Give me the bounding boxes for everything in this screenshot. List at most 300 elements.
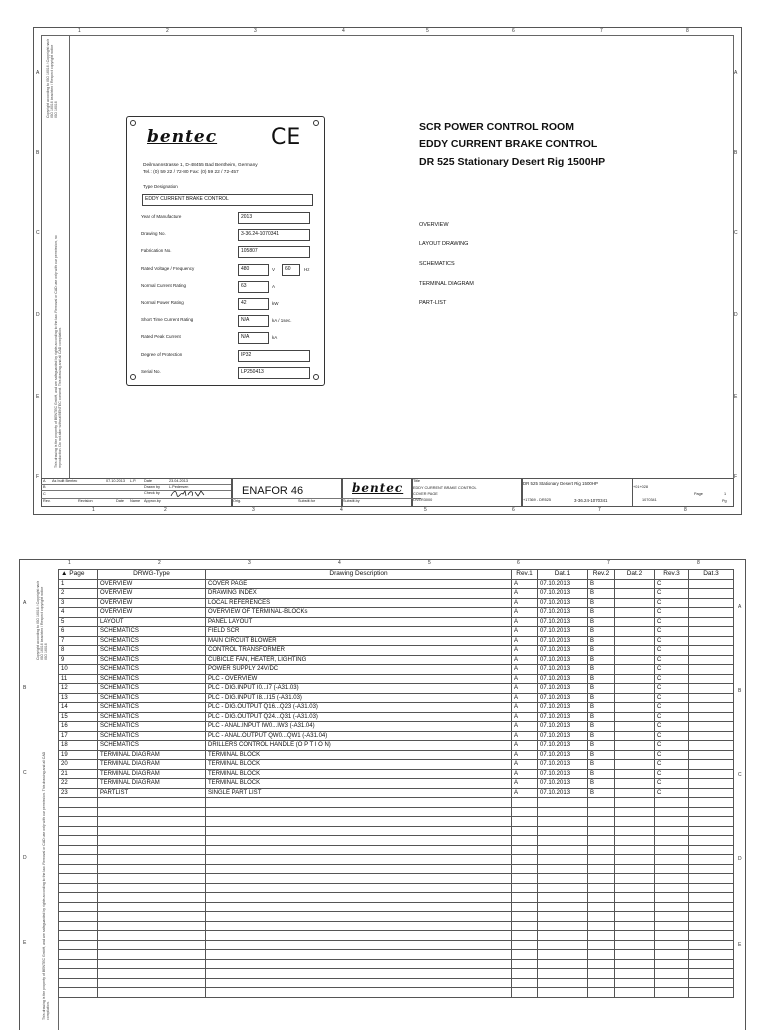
empty-cell (512, 988, 538, 998)
mounting-hole-icon (130, 120, 136, 126)
cover-col-num: 1 (78, 28, 81, 34)
header-dat2: Dat.2 (615, 570, 655, 580)
empty-cell (655, 874, 689, 884)
empty-cell (59, 921, 98, 931)
table-row (59, 779, 734, 789)
table-cell: TERMINAL BLOCK (206, 760, 512, 770)
empty-table-row (59, 817, 734, 827)
empty-cell (59, 836, 98, 846)
title-block-divider (41, 484, 231, 485)
table-cell: 9 (59, 655, 98, 665)
table-cell: SCHEMATICS (98, 684, 206, 694)
table-cell (689, 788, 734, 798)
nameplate-field-label: Short Time Current Rating (141, 317, 194, 323)
table-cell: TERMINAL DIAGRAM (98, 750, 206, 760)
empty-cell (98, 826, 206, 836)
empty-cell (98, 883, 206, 893)
table-cell: B (588, 741, 615, 751)
mounting-hole-icon (313, 374, 319, 380)
empty-cell (588, 902, 615, 912)
empty-table-row (59, 836, 734, 846)
cover-row-letter: F (734, 474, 738, 480)
index-sheet (19, 559, 746, 1030)
empty-cell (615, 864, 655, 874)
cover-col-num-bottom: 5 (424, 507, 427, 513)
drawn-value: L.Pedersen (169, 485, 189, 489)
index-col-num: 1 (68, 560, 71, 566)
empty-cell (512, 931, 538, 941)
mounting-hole-icon (130, 374, 136, 380)
table-cell: B (588, 769, 615, 779)
empty-cell (59, 855, 98, 865)
empty-cell (588, 826, 615, 836)
empty-cell (59, 950, 98, 960)
table-cell: SCHEMATICS (98, 712, 206, 722)
table-cell: OVERVIEW (98, 579, 206, 589)
empty-cell (615, 836, 655, 846)
table-cell: 10 (59, 665, 98, 675)
empty-cell (98, 940, 206, 950)
empty-table-row (59, 855, 734, 865)
table-cell (615, 693, 655, 703)
empty-table-row (59, 931, 734, 941)
empty-cell (588, 921, 615, 931)
table-cell: B (588, 693, 615, 703)
rev-a-name: L.P. (130, 479, 137, 483)
table-cell: 07.10.2013 (538, 788, 588, 798)
table-cell: B (588, 589, 615, 599)
index-row-letter: D (738, 856, 742, 862)
table-cell: B (588, 655, 615, 665)
empty-cell (615, 988, 655, 998)
sort-up-icon: ▲ (61, 570, 68, 578)
empty-cell (98, 845, 206, 855)
empty-cell (98, 921, 206, 931)
table-cell: SCHEMATICS (98, 665, 206, 675)
empty-cell (588, 931, 615, 941)
empty-cell (588, 988, 615, 998)
rev-a-text: As built Bentec (52, 479, 78, 483)
table-cell (615, 598, 655, 608)
empty-cell (588, 874, 615, 884)
title-line-2: COVER PAGE (413, 492, 438, 496)
table-cell (615, 741, 655, 751)
table-cell: SCHEMATICS (98, 627, 206, 637)
table-cell: C (655, 684, 689, 694)
table-cell: 4 (59, 608, 98, 618)
index-col-num: 4 (338, 560, 341, 566)
table-cell (689, 646, 734, 656)
empty-cell (615, 959, 655, 969)
empty-cell (615, 893, 655, 903)
empty-cell (588, 940, 615, 950)
table-row (59, 579, 734, 589)
empty-cell (655, 931, 689, 941)
mounting-hole-icon (313, 120, 319, 126)
empty-cell (689, 988, 734, 998)
empty-cell (538, 988, 588, 998)
table-cell: 17 (59, 731, 98, 741)
empty-cell (689, 912, 734, 922)
table-cell: TERMINAL BLOCK (206, 750, 512, 760)
empty-table-row (59, 940, 734, 950)
table-cell: C (655, 760, 689, 770)
table-cell: 07.10.2013 (538, 579, 588, 589)
table-cell: OVERVIEW (98, 589, 206, 599)
empty-cell (98, 817, 206, 827)
code-2: +17369 - DR525 (523, 498, 551, 502)
table-cell: C (655, 627, 689, 637)
table-cell: 07.10.2013 (538, 655, 588, 665)
nameplate-field-value2: 60 (282, 264, 300, 276)
table-cell: A (512, 608, 538, 618)
cover-col-num-bottom: 2 (164, 507, 167, 513)
nameplate-field-unit: V (272, 266, 276, 272)
table-cell: CUBICLE FAN, HEATER, LIGHTING (206, 655, 512, 665)
checker-signature-icon (170, 489, 206, 500)
pages-label: Pg (722, 499, 727, 503)
table-cell (689, 617, 734, 627)
table-cell: SCHEMATICS (98, 636, 206, 646)
empty-cell (512, 921, 538, 931)
empty-cell (98, 893, 206, 903)
empty-cell (512, 826, 538, 836)
table-cell: 07.10.2013 (538, 722, 588, 732)
table-cell: 2 (59, 589, 98, 599)
table-cell (615, 617, 655, 627)
cover-col-num: 3 (254, 28, 257, 34)
empty-cell (59, 978, 98, 988)
empty-cell (689, 874, 734, 884)
table-cell: MAIN CIRCUIT BLOWER (206, 636, 512, 646)
table-cell: COVER PAGE (206, 579, 512, 589)
table-cell: SCHEMATICS (98, 703, 206, 713)
empty-cell (206, 836, 512, 846)
empty-cell (98, 855, 206, 865)
table-cell: B (588, 760, 615, 770)
cover-col-num-bottom: 8 (684, 507, 687, 513)
nameplate-field-value: 105807 (238, 246, 310, 258)
table-cell: DRAWING INDEX (206, 589, 512, 599)
empty-cell (512, 969, 538, 979)
table-cell: C (655, 703, 689, 713)
empty-cell (59, 883, 98, 893)
header-drwg-type: DRWG-Type (98, 570, 206, 580)
table-cell: 07.10.2013 (538, 741, 588, 751)
table-cell (615, 731, 655, 741)
substit-for-label: Substit.for (298, 499, 316, 503)
empty-cell (655, 807, 689, 817)
table-cell: C (655, 608, 689, 618)
empty-cell (206, 950, 512, 960)
empty-cell (206, 940, 512, 950)
approved-label: Approv.by (144, 499, 161, 503)
empty-cell (512, 959, 538, 969)
empty-cell (655, 855, 689, 865)
table-cell: 07.10.2013 (538, 646, 588, 656)
empty-table-row (59, 912, 734, 922)
date-value: 23.04.2013 (169, 479, 189, 483)
table-cell: A (512, 731, 538, 741)
table-cell (615, 608, 655, 618)
header-dat1: Dat.1 (538, 570, 588, 580)
table-cell (615, 589, 655, 599)
table-cell: 6 (59, 627, 98, 637)
empty-cell (206, 902, 512, 912)
empty-cell (588, 817, 615, 827)
index-row-letter: A (738, 604, 742, 610)
table-cell: 15 (59, 712, 98, 722)
table-cell: PLC - ANAL.INPUT IW0...IW3 (-A31.04) (206, 722, 512, 732)
table-cell: 21 (59, 769, 98, 779)
table-cell (615, 674, 655, 684)
table-cell (615, 722, 655, 732)
empty-cell (59, 912, 98, 922)
empty-cell (206, 969, 512, 979)
table-cell: SCHEMATICS (98, 674, 206, 684)
cover-col-num: 4 (342, 28, 345, 34)
empty-cell (98, 912, 206, 922)
code-1: +01+028 (633, 485, 648, 489)
table-row (59, 665, 734, 675)
empty-cell (512, 817, 538, 827)
empty-cell (689, 978, 734, 988)
empty-cell (588, 845, 615, 855)
empty-cell (588, 798, 615, 808)
empty-cell (689, 855, 734, 865)
index-row-letter: A (23, 600, 27, 606)
empty-cell (206, 864, 512, 874)
table-cell: LOCAL REFERENCES (206, 598, 512, 608)
type-designation-value: EDDY CURRENT BRAKE CONTROL (142, 194, 313, 206)
table-cell: OVERVIEW (98, 608, 206, 618)
contents-item: OVERVIEW (419, 222, 449, 228)
table-cell: OVERVIEW (98, 598, 206, 608)
table-row (59, 750, 734, 760)
empty-cell (59, 864, 98, 874)
col-rev: Rev. (43, 499, 51, 503)
cover-row-letter: E (36, 394, 40, 400)
table-cell: A (512, 646, 538, 656)
table-cell (689, 712, 734, 722)
cover-col-num: 2 (166, 28, 169, 34)
address-line-2: Tel.: (0) 59 22 / 72-80 Fax: (0) 59 22 / 72-457 (143, 170, 239, 175)
empty-cell (538, 931, 588, 941)
empty-cell (538, 864, 588, 874)
empty-cell (655, 978, 689, 988)
index-copyright-notice: Copyright according to ISO 16016 / Copyright nach ISO 16016 beachten / Respect copyright notice ISO 16016 (36, 580, 48, 660)
table-cell: C (655, 589, 689, 599)
empty-cell (59, 988, 98, 998)
index-row-letter: C (23, 770, 27, 776)
nameplate-field-label: Normal Power Rating (141, 300, 184, 305)
table-cell: A (512, 579, 538, 589)
table-cell: B (588, 731, 615, 741)
drawn-label: Drawn by (144, 485, 161, 489)
empty-cell (538, 807, 588, 817)
table-cell (689, 665, 734, 675)
table-cell: TERMINAL DIAGRAM (98, 779, 206, 789)
header-rev1: Rev.1 (512, 570, 538, 580)
empty-cell (538, 883, 588, 893)
page-label: Page (694, 492, 703, 496)
col-date: Date (116, 499, 125, 503)
table-cell: A (512, 617, 538, 627)
ce-mark-icon: CE (271, 125, 301, 150)
nameplate-field-unit: kA (272, 335, 278, 341)
table-cell (689, 579, 734, 589)
table-cell (615, 579, 655, 589)
empty-cell (206, 921, 512, 931)
table-cell (689, 760, 734, 770)
nameplate-field-label: Fabrication No. (141, 248, 172, 254)
empty-cell (615, 883, 655, 893)
table-cell: A (512, 627, 538, 637)
table-cell: 07.10.2013 (538, 598, 588, 608)
header-rev3: Rev.3 (655, 570, 689, 580)
code-3: 1070341 (642, 498, 657, 502)
empty-cell (512, 845, 538, 855)
header-page (59, 570, 98, 580)
empty-cell (689, 969, 734, 979)
table-cell (689, 703, 734, 713)
substit-by-label: Substit.by (343, 499, 360, 503)
project-title-line-3: DR 525 Stationary Desert Rig 1500HP (419, 156, 606, 168)
title-line-1: EDDY CURRENT BRAKE CONTROL (413, 486, 477, 490)
table-cell: A (512, 760, 538, 770)
table-row (59, 712, 734, 722)
empty-cell (512, 902, 538, 912)
empty-cell (615, 969, 655, 979)
table-cell: A (512, 788, 538, 798)
nameplate-field-unit: kA / 1sec. (272, 318, 292, 324)
empty-table-row (59, 798, 734, 808)
table-cell: 07.10.2013 (538, 703, 588, 713)
drawing-number: 3-36.24-1070341 (574, 498, 608, 503)
table-cell: 16 (59, 722, 98, 732)
page-value: 1 (724, 492, 727, 496)
contents-item: SCHEMATICS (419, 261, 455, 267)
nameplate-field-label: Degree of Protection (141, 351, 183, 357)
checked-label: Check by (144, 491, 160, 495)
table-cell (689, 674, 734, 684)
empty-cell (615, 855, 655, 865)
empty-cell (588, 807, 615, 817)
table-cell: 19 (59, 750, 98, 760)
table-cell: B (588, 674, 615, 684)
index-col-num: 7 (607, 560, 610, 566)
cover-row-letter: E (734, 394, 738, 400)
empty-cell (538, 798, 588, 808)
empty-cell (615, 845, 655, 855)
table-cell: OVERVIEW OF TERMINAL-BLOCKs (206, 608, 512, 618)
table-cell (689, 655, 734, 665)
table-cell: CONTROL TRANSFORMER (206, 646, 512, 656)
empty-cell (655, 817, 689, 827)
empty-cell (538, 912, 588, 922)
table-cell: 07.10.2013 (538, 760, 588, 770)
col-revision: Revision (78, 499, 93, 503)
empty-table-row (59, 874, 734, 884)
empty-cell (655, 883, 689, 893)
table-cell: 07.10.2013 (538, 731, 588, 741)
table-cell: A (512, 693, 538, 703)
table-cell: C (655, 741, 689, 751)
rig-name: DR 525 Stationary Desert Rig 1500HP (523, 481, 598, 486)
rev-c: C (43, 492, 46, 496)
table-cell: SCHEMATICS (98, 722, 206, 732)
empty-cell (98, 807, 206, 817)
rev-b: B (43, 485, 46, 489)
cover-sheet (33, 27, 742, 515)
table-cell: B (588, 779, 615, 789)
empty-cell (206, 959, 512, 969)
date-label: Date (144, 479, 153, 483)
table-cell: A (512, 769, 538, 779)
empty-cell (689, 921, 734, 931)
empty-cell (588, 883, 615, 893)
table-cell: LAYOUT (98, 617, 206, 627)
table-cell: 07.10.2013 (538, 693, 588, 703)
empty-cell (59, 874, 98, 884)
table-cell: 07.10.2013 (538, 627, 588, 637)
table-cell: SCHEMATICS (98, 731, 206, 741)
empty-cell (655, 798, 689, 808)
empty-cell (206, 912, 512, 922)
empty-table-row (59, 969, 734, 979)
cover-col-num-bottom: 6 (512, 507, 515, 513)
contents-item: LAYOUT DRAWING (419, 241, 469, 247)
table-cell: A (512, 750, 538, 760)
table-cell: PLC - OVERVIEW (206, 674, 512, 684)
table-cell: B (588, 646, 615, 656)
empty-cell (615, 978, 655, 988)
index-col-num: 8 (697, 560, 700, 566)
empty-cell (512, 864, 538, 874)
table-cell: C (655, 617, 689, 627)
empty-cell (689, 798, 734, 808)
empty-cell (98, 931, 206, 941)
table-cell: PLC - ANAL.OUTPUT QW0...QW1 (-A31.04) (206, 731, 512, 741)
table-row (59, 788, 734, 798)
table-cell: 3 (59, 598, 98, 608)
empty-cell (59, 959, 98, 969)
empty-cell (588, 950, 615, 960)
table-row (59, 722, 734, 732)
empty-cell (59, 931, 98, 941)
table-cell: DRILLERS CONTROL HANDLE (O P T I O N) (206, 741, 512, 751)
nameplate-field-value: 3-36.24-1070341 (238, 229, 310, 241)
empty-cell (59, 798, 98, 808)
table-cell: 8 (59, 646, 98, 656)
cover-row-letter: A (734, 70, 738, 76)
empty-cell (98, 836, 206, 846)
empty-cell (615, 817, 655, 827)
table-cell: A (512, 741, 538, 751)
cover-col-num-bottom: 3 (252, 507, 255, 513)
table-cell: PANEL LAYOUT (206, 617, 512, 627)
empty-cell (689, 826, 734, 836)
empty-cell (588, 855, 615, 865)
empty-cell (655, 969, 689, 979)
table-cell: B (588, 608, 615, 618)
title-line-3: OVER3000 (413, 498, 433, 502)
table-cell (615, 636, 655, 646)
empty-table-row (59, 883, 734, 893)
cover-row-letter: F (36, 474, 40, 480)
empty-cell (512, 836, 538, 846)
cover-col-num-bottom: 4 (340, 507, 343, 513)
